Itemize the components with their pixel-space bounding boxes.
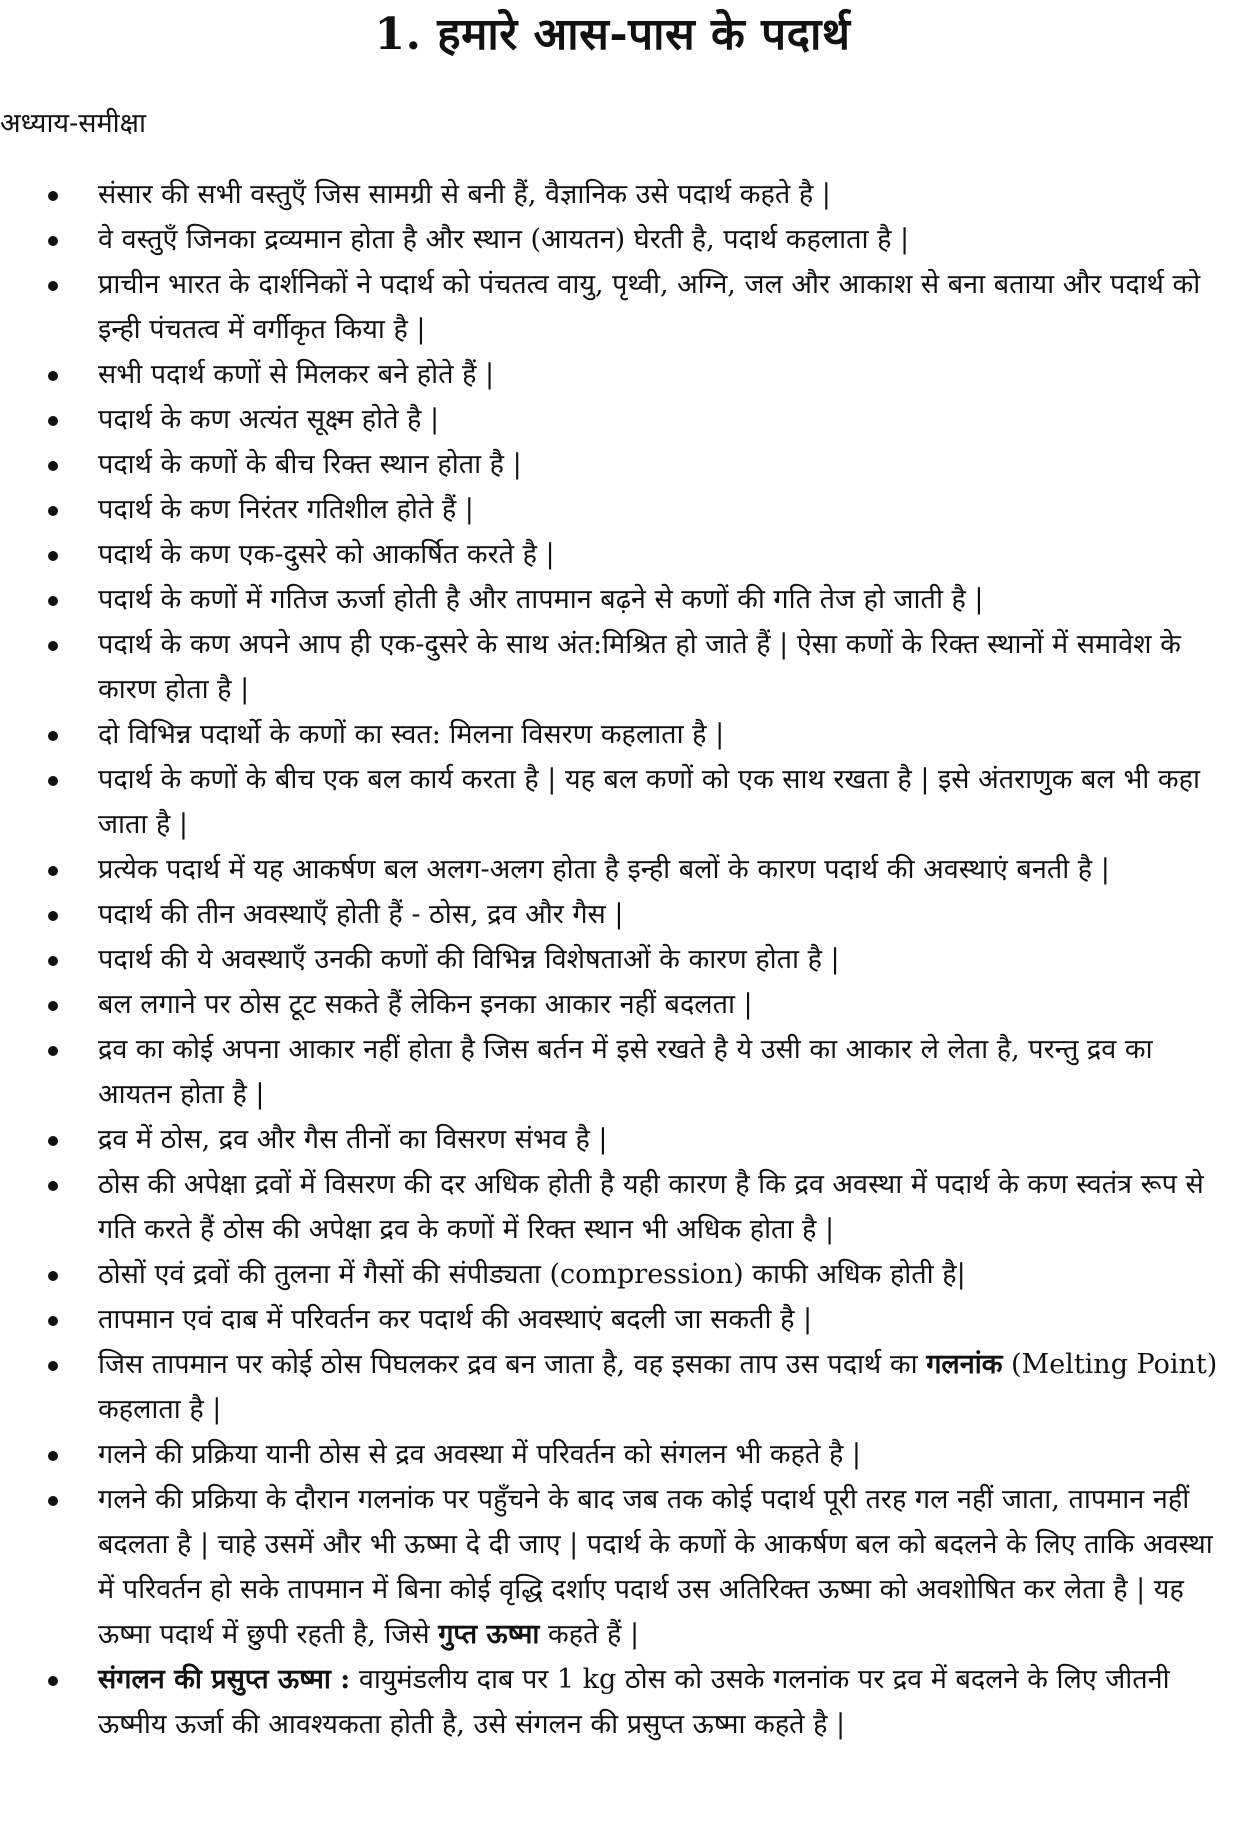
chapter-title: 1. हमारे आस-पास के पदार्थ xyxy=(374,9,851,60)
list-item: पदार्थ के कण अपने आप ही एक-दुसरे के साथ अंत:मिश्रित हो जाते हैं | ऐसा कणों के रिक्त स्थानों में समावेश के कारण होता है | xyxy=(98,622,1225,712)
list-item: संसार की सभी वस्तुएँ जिस सामग्री से बनी हैं, वैज्ञानिक उसे पदार्थ कहते है | xyxy=(98,172,1225,217)
list-item: गलने की प्रक्रिया के दौरान गलनांक पर पहुँचने के बाद जब तक कोई पदार्थ पूरी तरह गल नहीं जाता, तापमान नहीं बदलता है | चाहे उसमें और भी ऊष्मा दे दी जाए | पदार्थ के कणों के आकर्षण बल को बदलने के लिए ताकि अवस्था में परिवर्तन हो सके तापमान में बिना कोई वृद्धि दर्शाए पदार्थ उस अतिरिक्त ऊष्मा को अवशोषित कर लेता है | यह ऊष्मा पदार्थ में छुपी रहती है, जिसे गुप्त ऊष्मा कहते हैं | xyxy=(98,1477,1225,1657)
list-item: जिस तापमान पर कोई ठोस पिघलकर द्रव बन जाता है, वह इसका ताप उस पदार्थ का गलनांक (Melting Point) कहलाता है | xyxy=(98,1342,1225,1432)
list-item: ठोसों एवं द्रवों की तुलना में गैसों की संपीड्यता (compression) काफी अधिक होती है| xyxy=(98,1252,1225,1297)
list-item: पदार्थ के कणों के बीच एक बल कार्य करता है | यह बल कणों को एक साथ रखता है | इसे अंतराणुक बल भी कहा जाता है | xyxy=(98,757,1225,847)
latent-heat-term: गुप्त ऊष्मा xyxy=(438,1619,540,1650)
list-item: तापमान एवं दाब में परिवर्तन कर पदार्थ की अवस्थाएं बदली जा सकती है | xyxy=(98,1297,1225,1342)
list-item: पदार्थ के कण अत्यंत सूक्ष्म होते है | xyxy=(98,397,1225,442)
list-item: प्रत्येक पदार्थ में यह आकर्षण बल अलग-अलग होता है इन्ही बलों के कारण पदार्थ की अवस्थाएं बनती है | xyxy=(98,847,1225,892)
list-item: द्रव में ठोस, द्रव और गैस तीनों का विसरण संभव है | xyxy=(98,1117,1225,1162)
list-item: पदार्थ के कण एक-दुसरे को आकर्षित करते है | xyxy=(98,532,1225,577)
list-item: वे वस्तुएँ जिनका द्रव्यमान होता है और स्थान (आयतन) घेरती है, पदार्थ कहलाता है | xyxy=(98,217,1225,262)
list-item: सभी पदार्थ कणों से मिलकर बने होते हैं | xyxy=(98,352,1225,397)
list-item: ठोस की अपेक्षा द्रवों में विसरण की दर अधिक होती है यही कारण है कि द्रव अवस्था में पदार्थ के कण स्वतंत्र रूप से गति करते हैं ठोस की अपेक्षा द्रव के कणों में रिक्त स्थान भी अधिक होता है | xyxy=(98,1162,1225,1252)
review-points-list xyxy=(0,172,1225,1747)
latent-heat-of-fusion-term: संगलन की प्रसुप्त ऊष्मा : xyxy=(98,1664,351,1695)
list-item: प्राचीन भारत के दार्शनिकों ने पदार्थ को पंचतत्व वायु, पृथ्वी, अग्नि, जल और आकाश से बना बताया और पदार्थ को इन्ही पंचतत्व में वर्गीकृत किया है | xyxy=(98,262,1225,352)
list-item: पदार्थ के कणों के बीच रिक्त स्थान होता है | xyxy=(98,442,1225,487)
list-item: गलने की प्रक्रिया यानी ठोस से द्रव अवस्था में परिवर्तन को संगलन भी कहते है | xyxy=(98,1432,1225,1477)
melting-point-term: गलनांक xyxy=(926,1349,1003,1380)
list-item: दो विभिन्न पदार्थो के कणों का स्वत: मिलना विसरण कहलाता है | xyxy=(98,712,1225,757)
list-item: पदार्थ की तीन अवस्थाएँ होती हैं - ठोस, द्रव और गैस | xyxy=(98,892,1225,937)
list-item: पदार्थ के कणों में गतिज ऊर्जा होती है और तापमान बढ़ने से कणों की गति तेज हो जाती है | xyxy=(98,577,1225,622)
chapter-review-heading: अध्याय-समीक्षा xyxy=(0,108,146,139)
list-item: संगलन की प्रसुप्त ऊष्मा : वायुमंडलीय दाब पर 1 kg ठोस को उसके गलनांक पर द्रव में बदलने के लिए जीतनी ऊष्मीय ऊर्जा की आवश्यकता होती है, उसे संगलन की प्रसुप्त ऊष्मा कहते है | xyxy=(98,1657,1225,1747)
list-item: पदार्थ के कण निरंतर गतिशील होते हैं | xyxy=(98,487,1225,532)
list-item: बल लगाने पर ठोस टूट सकते हैं लेकिन इनका आकार नहीं बदलता | xyxy=(98,982,1225,1027)
list-item: पदार्थ की ये अवस्थाएँ उनकी कणों की विभिन्न विशेषताओं के कारण होता है | xyxy=(98,937,1225,982)
list-item: द्रव का कोई अपना आकार नहीं होता है जिस बर्तन में इसे रखते है ये उसी का आकार ले लेता है, परन्तु द्रव का आयतन होता है | xyxy=(98,1027,1225,1117)
